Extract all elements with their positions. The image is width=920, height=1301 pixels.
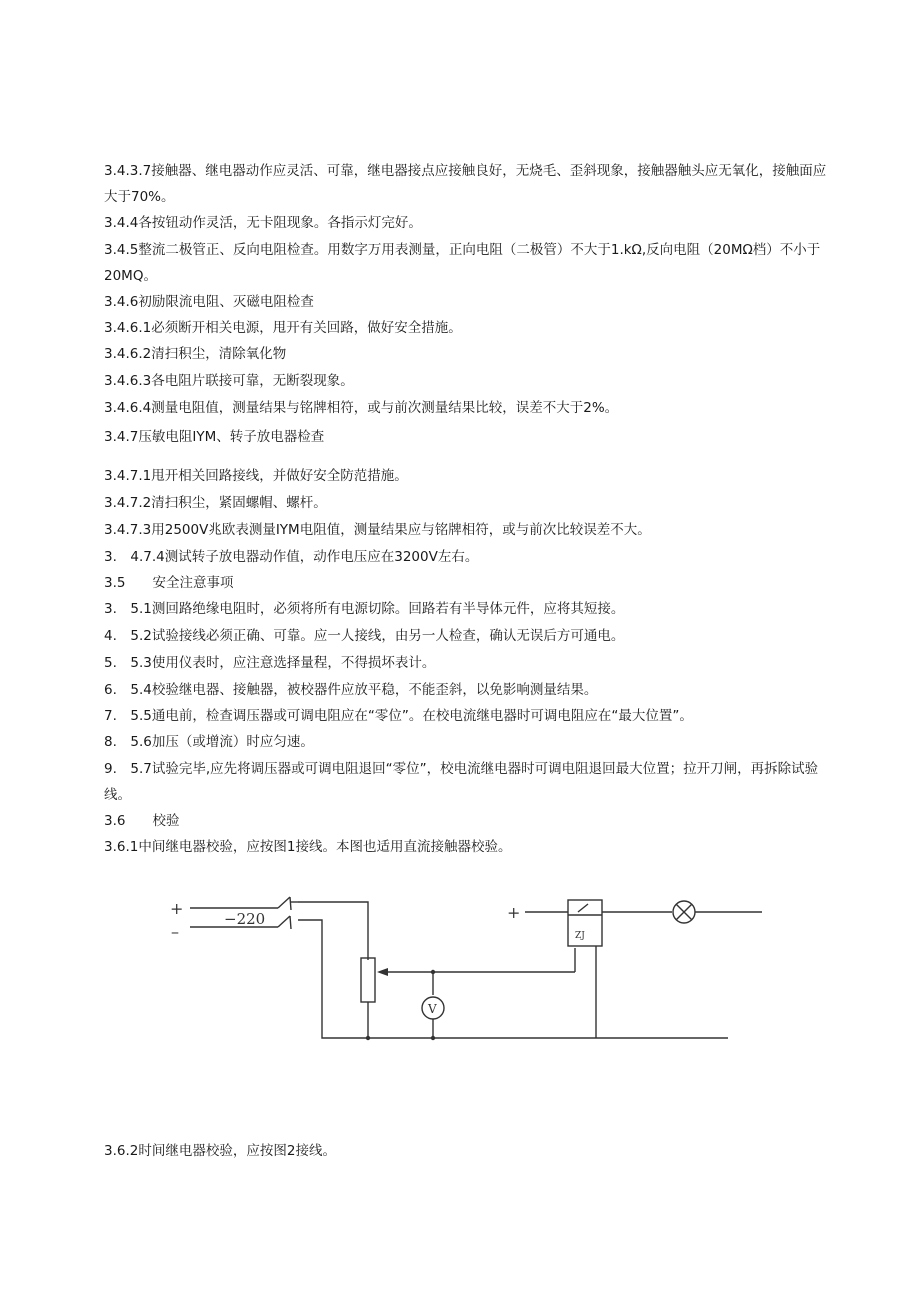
- paragraph-5-6: 8. 5.6加压（或增流）时应匀速。: [104, 734, 314, 750]
- plus-right-label: +: [507, 903, 521, 922]
- voltmeter-label: V: [428, 1002, 437, 1016]
- paragraph-5-5: 7. 5.5通电前，检查调压器或可调电阻应在“零位”。在校电流继电器时可调电阻应在“最大位置”。: [104, 708, 693, 724]
- paragraph-5-2: 4. 5.2试验接线必须正确、可靠。应一人接线，由另一人检查，确认无误后方可通电。: [104, 628, 625, 644]
- junction-dot: [366, 1036, 370, 1040]
- paragraph-5-4: 6. 5.4校验继电器、接触器，被校器件应放平稳，不能歪斜，以免影响测量结果。: [104, 682, 598, 698]
- knife-switch-icon: [278, 897, 298, 929]
- section-3-6-heading: 3.6 校验: [104, 813, 180, 829]
- minus-left-label: –: [171, 922, 179, 941]
- paragraph-3-4-7-1: 3.4.7.1甩开相关回路接线，并做好安全防范措施。: [104, 468, 408, 484]
- paragraph-3-4-7: 3.4.7压敏电阻IYM、转子放电器检查: [104, 429, 325, 445]
- junction-dot: [431, 970, 435, 974]
- circuit-svg: [150, 880, 790, 1055]
- wire-switch-to-rheostat: [298, 902, 368, 960]
- slider-arrow-icon: [377, 968, 388, 976]
- paragraph-3-4-6-1: 3.4.6.1必须断开相关电源，甩开有关回路，做好安全措施。: [104, 320, 462, 336]
- paragraph-3-4-6-4: 3.4.6.4测量电阻值，测量结果与铭牌相符，或与前次测量结果比较，误差不大于2%。: [104, 400, 619, 416]
- paragraph-3-4-6-2: 3.4.6.2清扫积尘，清除氧化物: [104, 346, 287, 362]
- voltage-label: −220: [224, 910, 266, 928]
- paragraph-3-4-6-3: 3.4.6.3各电阻片联接可靠，无断裂现象。: [104, 373, 354, 389]
- paragraph-3-4-5: 3.4.5整流二极管正、反向电阻检查。用数字万用表测量，正向电阻（二极管）不大于1.kΩ,反向电阻（20MΩ档）不小于20MQ。: [104, 242, 821, 284]
- paragraph-3-4-7-3: 3.4.7.3用2500V兆欧表测量IYM电阻值，测量结果应与铭牌相符，或与前次比较误差不大。: [104, 522, 651, 538]
- paragraph-3-4-6: 3.4.6初励限流电阻、灭磁电阻检查: [104, 294, 314, 310]
- paragraph-5-3: 5. 5.3使用仪表时，应注意选择量程，不得损坏表计。: [104, 655, 436, 671]
- paragraph-5-1: 3. 5.1测回路绝缘电阻时，必须将所有电源切除。回路若有半导体元件，应将其短接。: [104, 601, 625, 617]
- paragraph-5-7: 9. 5.7试验完毕,应先将调压器或可调电阻退回“零位”，校电流继电器时可调电阻退回最大位置；拉开刀闸，再拆除试验线。: [104, 761, 819, 803]
- section-3-5-heading: 3.5 安全注意事项: [104, 575, 234, 591]
- junction-dot: [431, 1036, 435, 1040]
- paragraph-3-4-7-4: 3. 4.7.4测试转子放电器动作值，动作电压应在3200V左右。: [104, 549, 479, 565]
- paragraph-3-6-2: 3.6.2时间继电器校验，应按图2接线。: [104, 1143, 336, 1159]
- plus-left-label: +: [170, 899, 184, 918]
- paragraph-3-4-7-2: 3.4.7.2清扫积尘，紧固螺帽、螺杆。: [104, 495, 327, 511]
- wire-bottom-return: [298, 920, 728, 1038]
- figure-1-relay-wiring-diagram: [150, 880, 790, 1055]
- relay-label: ZJ: [575, 931, 585, 941]
- paragraph-3-6-1: 3.6.1中间继电器校验，应按图1接线。本图也适用直流接触器校验。: [104, 839, 512, 855]
- paragraph-3-4-3-7: 3.4.3.7接触器、继电器动作应灵活、可靠，继电器接点应接触良好，无烧毛、歪斜现象，接触器触头应无氧化，接触面应大于70%。: [104, 163, 827, 205]
- rheostat-icon: [361, 958, 375, 1002]
- paragraph-3-4-4: 3.4.4各按钮动作灵活，无卡阻现象。各指示灯完好。: [104, 215, 422, 231]
